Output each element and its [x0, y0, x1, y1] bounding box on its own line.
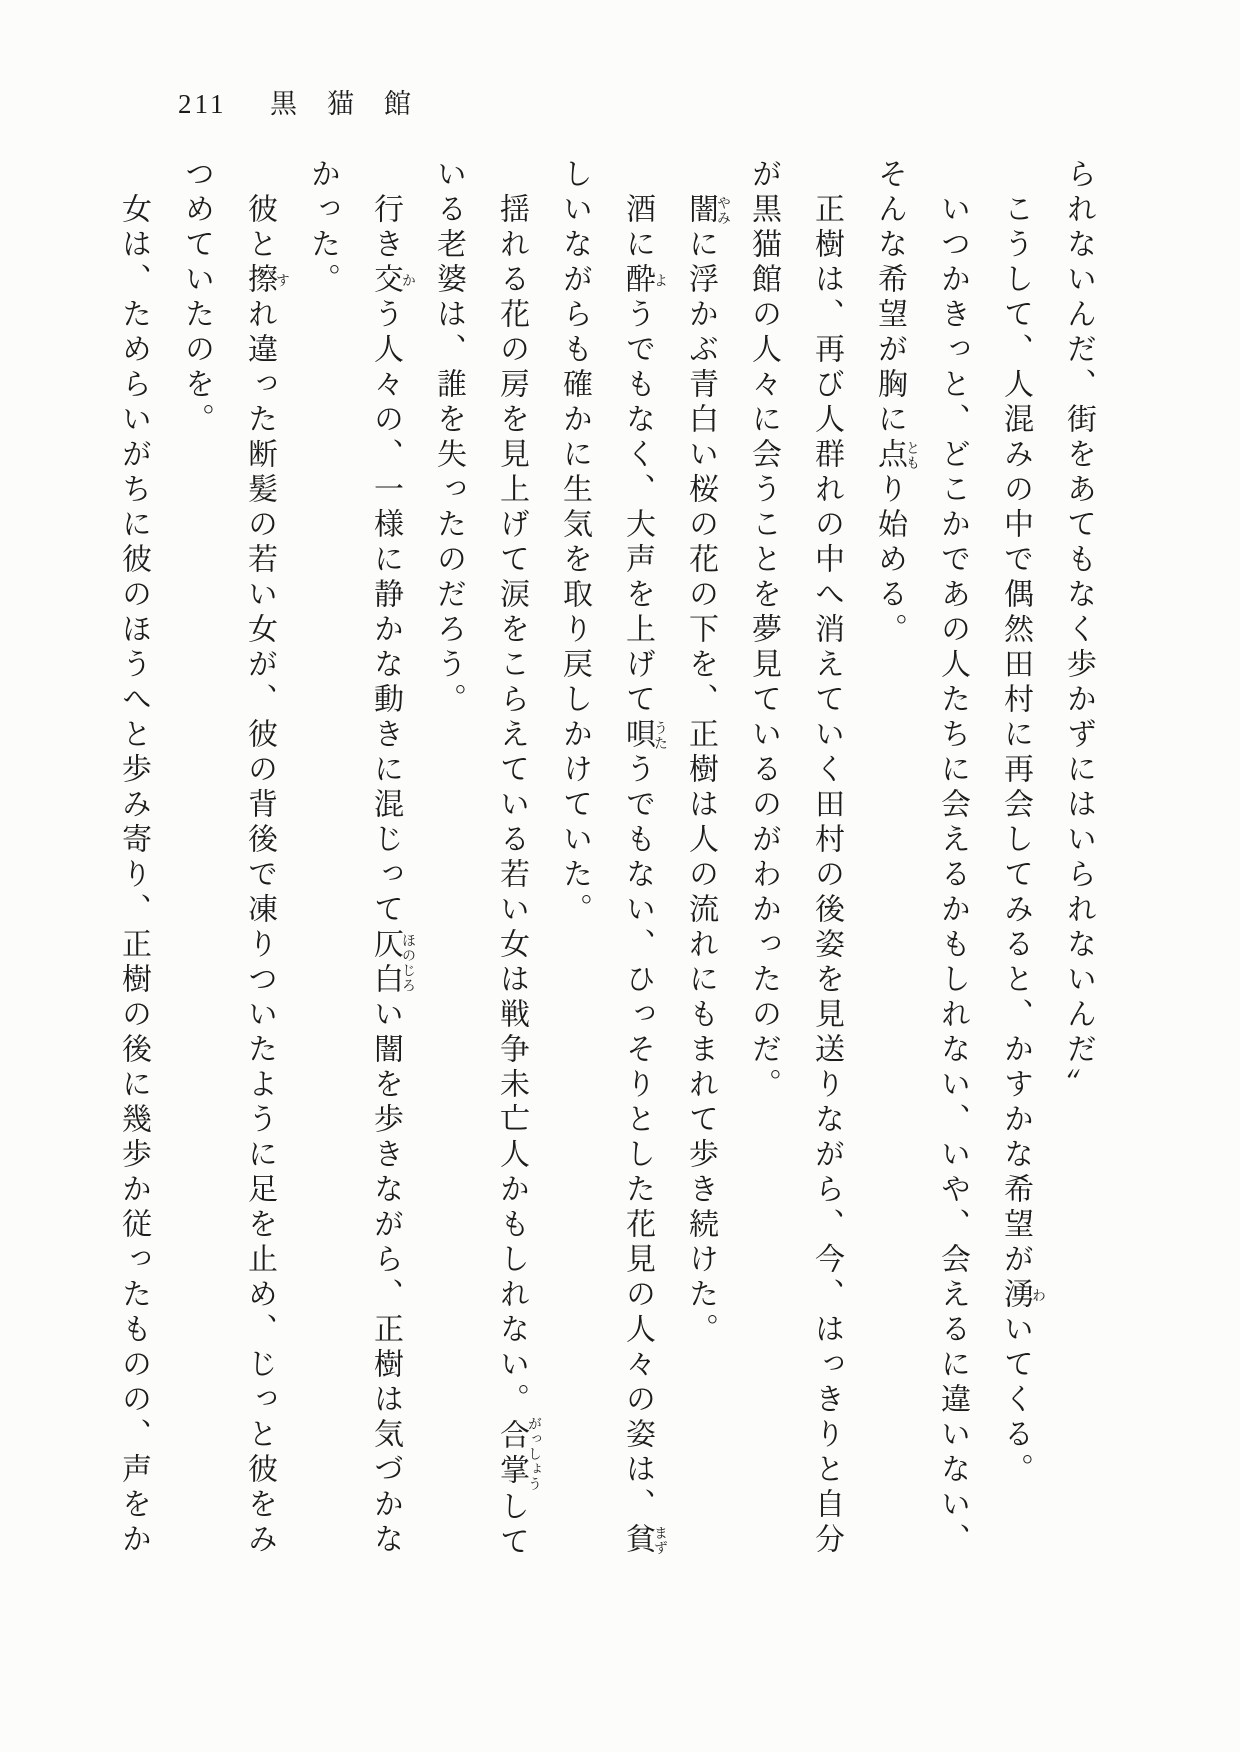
- text-run: うでもなく、大声を上げて: [621, 298, 654, 718]
- furigana-annotated-word: 闇やみ: [684, 193, 730, 228]
- text-run: り始める。: [873, 473, 906, 648]
- text-column-9: [543, 158, 606, 1562]
- furigana-text: とも: [904, 438, 919, 473]
- text-run: い闇を歩きながら、正樹は気づかな: [369, 998, 402, 1558]
- furigana-text: がっしょう: [526, 1416, 541, 1492]
- furigana-annotated-word: 合掌がっしょう: [495, 1416, 541, 1492]
- text-run: かった。: [306, 158, 339, 298]
- text-column-6: [732, 158, 795, 1562]
- text-column-12: [354, 158, 417, 1562]
- furigana-annotated-word: 点とも: [873, 438, 919, 473]
- text-run: しいながらも確かに生気を取り戻しかけていた。: [558, 158, 591, 928]
- furigana-text: か: [400, 263, 415, 298]
- furigana-annotated-word: 交か: [369, 263, 415, 298]
- text-column-14: [228, 158, 291, 1562]
- text-column-15: [165, 158, 228, 1562]
- text-column-8: [606, 158, 669, 1562]
- text-run: 揺れる花の房を見上げて涙をこらえている若い女は戦争未亡人かもしれない。: [495, 193, 528, 1418]
- text-run: 正樹は、再び人群れの中へ消えていく田村の後姿を見送りながら、今、はっきりと自分: [810, 193, 843, 1558]
- text-column-5: [795, 158, 858, 1562]
- furigana-annotated-word: 酔よ: [621, 263, 667, 298]
- furigana-annotated-word: 貧まず: [621, 1523, 667, 1558]
- text-run: いつかきっと、どこかであの人たちに会えるかもしれない、いや、会えるに違いない、: [936, 193, 969, 1558]
- text-column-7: [669, 158, 732, 1562]
- furigana-text: ほのじろ: [400, 928, 415, 998]
- text-run: が黒猫館の人々に会うことを夢見ているのがわかったのだ。: [747, 158, 780, 1103]
- text-run: 酒に: [621, 193, 654, 263]
- text-run: 女は、ためらいがちに彼のほうへと歩み寄り、正樹の後に幾歩か従ったものの、声をか: [117, 193, 150, 1558]
- text-run: に浮かぶ青白い桜の花の下を、正樹は人の流れにもまれて歩き続けた。: [684, 228, 717, 1348]
- text-column-2: [984, 158, 1047, 1562]
- furigana-annotated-word: 唄うた: [621, 718, 667, 753]
- furigana-text: まず: [652, 1523, 667, 1558]
- text-run: れ違った断髪の若い女が、彼の背後で凍りついたように足を止め、じっと彼をみ: [243, 298, 276, 1558]
- text-run: 行き: [369, 193, 402, 263]
- text-column-3: [921, 158, 984, 1562]
- text-column-13: [291, 158, 354, 1562]
- furigana-text: わ: [1030, 1278, 1045, 1313]
- page-header: [178, 88, 441, 120]
- page-number: 211: [178, 89, 227, 119]
- text-run: そんな希望が胸に: [873, 158, 906, 438]
- furigana-text: よ: [652, 263, 667, 298]
- text-column-16: [102, 158, 165, 1562]
- text-column-4: [858, 158, 921, 1562]
- text-column-11: [417, 158, 480, 1562]
- furigana-annotated-word: 擦す: [243, 263, 289, 298]
- furigana-text: やみ: [715, 193, 730, 228]
- text-column-10: [480, 158, 543, 1562]
- text-run: 彼と: [243, 193, 276, 263]
- text-column-1: [1047, 158, 1110, 1562]
- text-run: つめていたのを。: [180, 158, 213, 438]
- furigana-text: うた: [652, 718, 667, 753]
- running-title: 黒猫館: [270, 89, 441, 119]
- furigana-text: す: [274, 263, 289, 298]
- vertical-text-block: [102, 158, 1110, 1562]
- text-run: うでもない、ひっそりとした花見の人々の姿は、: [621, 753, 654, 1523]
- text-run: う人々の、一様に静かな動きに混じって: [369, 298, 402, 928]
- furigana-annotated-word: 湧わ: [999, 1278, 1045, 1313]
- furigana-annotated-word: 仄白ほのじろ: [369, 928, 415, 998]
- text-run: して: [495, 1490, 528, 1561]
- text-run: いてくる。: [999, 1313, 1032, 1488]
- text-run: られないんだ、街をあてもなく歩かずにはいられないんだ〟: [1062, 158, 1095, 1103]
- text-run: こうして、人混みの中で偶然田村に再会してみると、かすかな希望が: [999, 193, 1032, 1278]
- text-run: いる老婆は、誰を失ったのだろう。: [432, 158, 465, 718]
